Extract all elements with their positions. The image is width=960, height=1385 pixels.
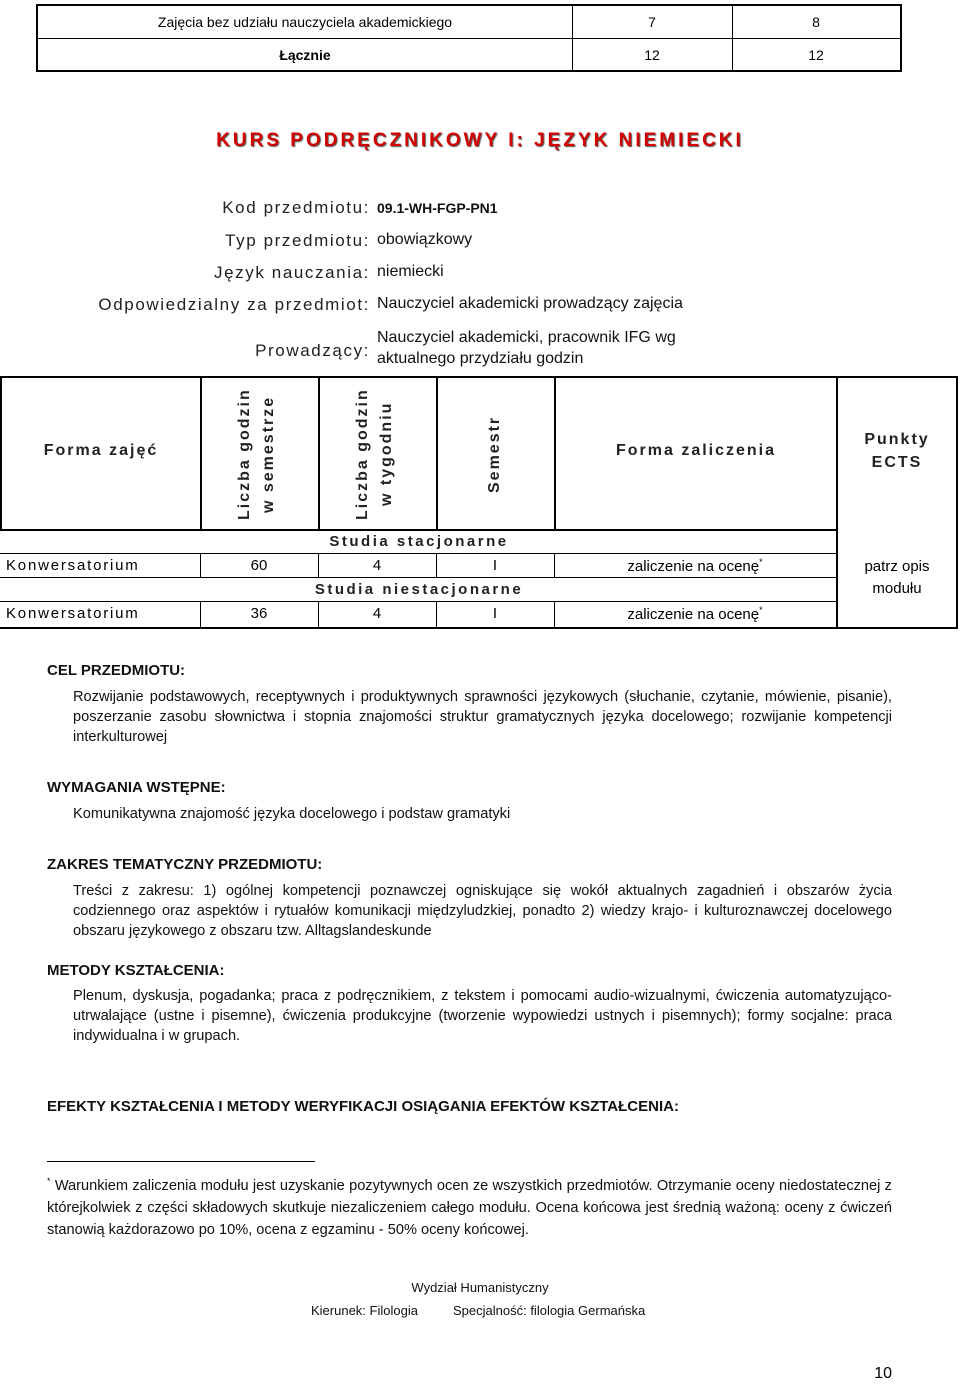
table-row: [38, 39, 900, 71]
methods-text: Plenum, dyskusja, pogadanka; praca z podręcznikiem, z tekstem i pomocami audio-wizualnymi, ćwiczenia automatyzująco-utrwalające (ustne i pisemne), ćwiczenia produkcyjne (tworzenie wypowiedzi ustnych i pisemnych); formy socjalne: praca indywidualna i w grupach.: [73, 988, 892, 1044]
header-assessment: Forma zaliczenia: [615, 442, 777, 459]
part-time-hours-semester: 36: [250, 605, 268, 622]
summary-table: [36, 4, 902, 72]
lecturer-value-line2: aktualnego przydziału godzin: [377, 350, 584, 367]
ects-value-line1: patrz opis: [864, 558, 930, 575]
header-hours-week-line2: w tygodniu: [378, 401, 395, 507]
course-title: KURS PODRĘCZNIKOWY I: JĘZYK NIEMIECKI: [216, 130, 744, 151]
footnote-text: Warunkiem zaliczenia modułu jest uzyskanie pozytywnych ocen ze wszystkich przedmiotów. Otrzymanie oceny niedostatecznej z którejkolwiek z części składowych skutkuje niezaliczeniem całego modułu. Ocena końcowa jest średnią ważoną: oceny z ćwiczeń stanowią każdorazowo po 10%, ocena z egzaminu - 50% oceny końcowej.: [47, 1177, 892, 1238]
lecturer-value-line1: Nauczyciel akademicki, pracownik IFG wg: [377, 329, 676, 346]
part-time-title: Studia niestacjonarne: [314, 581, 524, 598]
assessment-text: zaliczenie na ocenę: [627, 606, 760, 623]
footnote-mark: *: [47, 1176, 51, 1186]
row-label: Łącznie: [38, 39, 573, 71]
responsible-value: Nauczyciel akademicki prowadzący zajęcia: [377, 295, 683, 312]
code-value: 09.1-WH-FGP-PN1: [377, 200, 498, 216]
row-label: Zajęcia bez udziału nauczyciela akademickiego: [38, 6, 573, 38]
requirements-text: Komunikatywna znajomość języka docelowego i podstaw gramatyki: [73, 806, 511, 822]
header-hours-week-line1: Liczba godzin: [354, 388, 371, 520]
part-time-semester: I: [492, 605, 498, 622]
course-table: [0, 376, 958, 629]
footnote-mark: *: [759, 557, 763, 567]
requirements-heading: WYMAGANIA WSTĘPNE:: [47, 779, 226, 796]
full-time-assessment: [554, 557, 836, 575]
language-value: niemiecki: [377, 263, 444, 280]
part-time-assessment: [554, 605, 836, 623]
table-row: [38, 6, 900, 39]
footnote-divider: [47, 1161, 315, 1162]
header-hours-semester-line2: w semestrze: [260, 395, 277, 513]
footer-specialty: Specjalność: filologia Germańska: [453, 1303, 646, 1318]
footnote: [47, 1170, 892, 1241]
type-value: obowiązkowy: [377, 231, 473, 248]
part-time-form: Konwersatorium: [6, 605, 140, 622]
header-form: Forma zajęć: [43, 442, 159, 459]
footer-field: Kierunek: Filologia: [311, 1303, 418, 1318]
row-value-2: 12: [808, 47, 824, 63]
row-value-2: 8: [812, 14, 820, 30]
row-value-1: 12: [572, 39, 733, 71]
full-time-semester: I: [492, 557, 498, 574]
goal-heading: CEL PRZEDMIOTU:: [47, 662, 186, 679]
header-hours-semester-line1: Liczba godzin: [236, 388, 253, 520]
methods-heading: METODY KSZTAŁCENIA:: [47, 962, 225, 979]
assessment-text: zaliczenie na ocenę: [627, 558, 760, 575]
code-label: Kod przedmiotu:: [222, 198, 370, 217]
full-time-hours-week: 4: [372, 557, 382, 574]
full-time-form: Konwersatorium: [6, 557, 140, 574]
lecturer-label: Prowadzący:: [255, 341, 370, 360]
footer-faculty: Wydział Humanistyczny: [411, 1280, 549, 1295]
header-ects-line1: Punkty: [864, 431, 930, 448]
row-value-1: 7: [572, 6, 733, 38]
footnote-mark: *: [759, 605, 763, 615]
goal-text: Rozwijanie podstawowych, receptywnych i produktywnych sprawności językowych (słuchanie, czytanie, mówienie, pisanie), poszerzanie zasobu słownictwa i stopnia znajomości struktur gramatycznych języka docelowego; rozwijanie kompetencji interkulturowej: [73, 689, 892, 745]
effects-heading: EFEKTY KSZTAŁCENIA I METODY WERYFIKACJI OSIĄGANIA EFEKTÓW KSZTAŁCENIA:: [47, 1098, 679, 1115]
header-semester: Semestr: [486, 415, 503, 493]
part-time-hours-week: 4: [372, 605, 382, 622]
language-label: Język nauczania:: [213, 263, 370, 282]
scope-heading: ZAKRES TEMATYCZNY PRZEDMIOTU:: [47, 856, 323, 873]
ects-value-line2: modułu: [872, 580, 922, 597]
full-time-hours-semester: 60: [250, 557, 268, 574]
responsible-label: Odpowiedzialny za przedmiot:: [98, 295, 370, 314]
full-time-title: Studia stacjonarne: [329, 533, 509, 550]
scope-text: Treści z zakresu: 1) ogólnej kompetencji poznawczej ogniskujące się wokół aktualnych zagadnień i obszarów życia codziennego oraz aspektów i rytuałów komunikacji międzyludzkiej, ponadto 2) wiedzy krajo- i kulturoznawczej docelowego obszaru językowego z obszaru tzw. Alltagslandeskunde: [73, 883, 892, 939]
page-number: 10: [874, 1365, 892, 1382]
header-ects-line2: ECTS: [871, 454, 923, 471]
type-label: Typ przedmiotu:: [225, 231, 370, 250]
